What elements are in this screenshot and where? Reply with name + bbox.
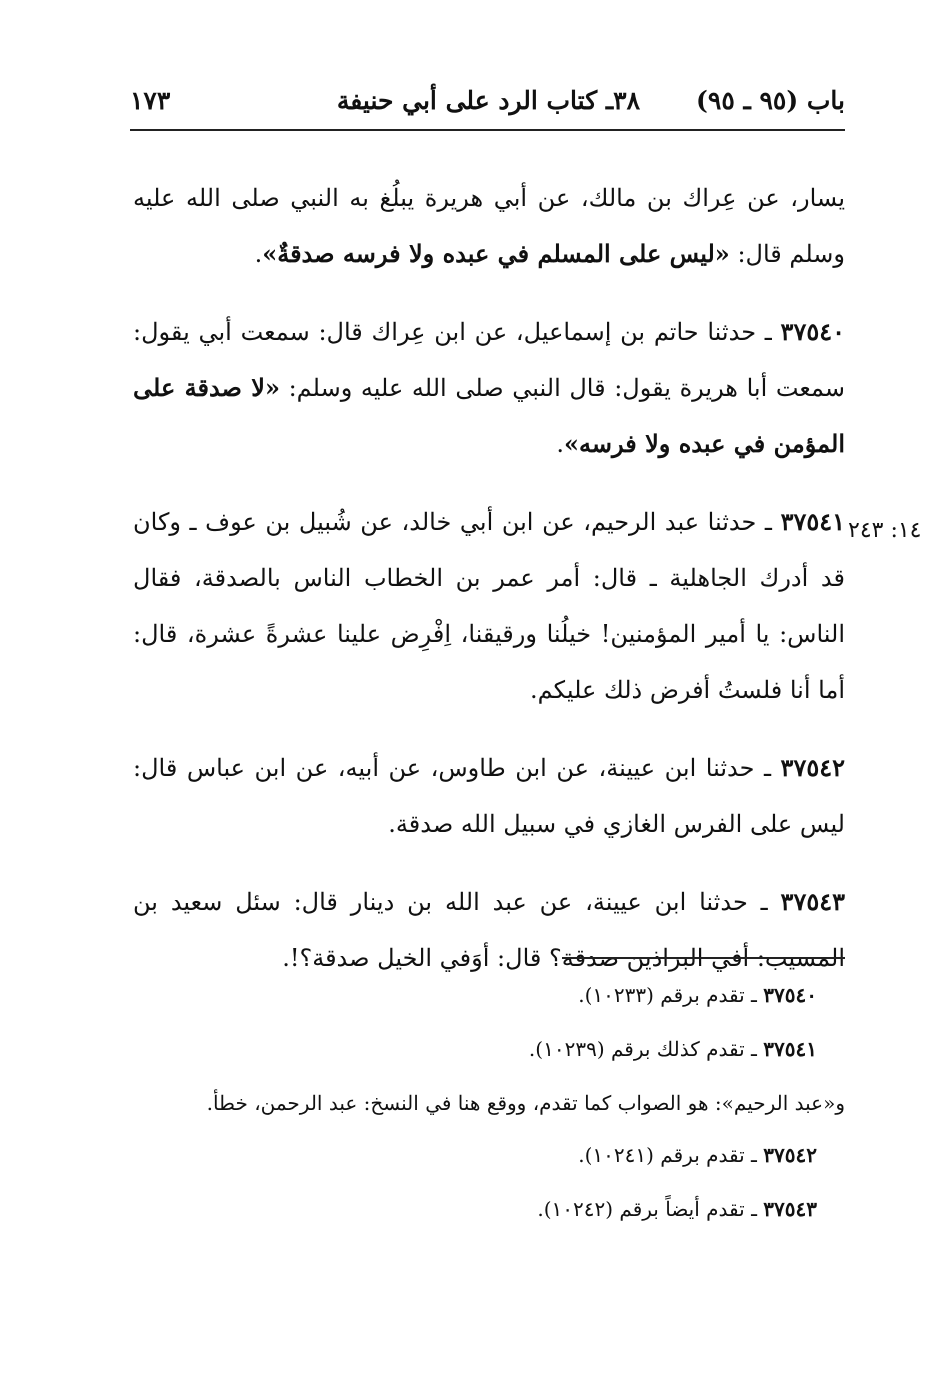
paragraph-text: ـ حدثنا ابن عيينة، عن ابن طاوس، عن أبيه، عن ابن عباس قال: ليس على الفرس الغازي في سبيل الله صدقة. <box>133 754 845 838</box>
footnote <box>133 978 845 1012</box>
footnotes <box>133 978 845 1246</box>
hadith-entry <box>133 304 845 472</box>
footnote-number: ٣٧٥٤٣ <box>763 1197 817 1221</box>
hadith-number: ٣٧٥٤٢ <box>780 753 845 782</box>
hadith-entry <box>133 874 845 986</box>
footnote-text: ـ تقدم كذلك برقم (١٠٢٣٩). <box>528 1037 764 1061</box>
footnote-text: ـ تقدم برقم (١٠٢٤١). <box>578 1143 764 1167</box>
hadith-quote: «ليس على المسلم في عبده ولا فرسه صدقةٌ» <box>262 239 730 268</box>
hadith-number: ٣٧٥٤١ <box>780 507 846 536</box>
paragraph-text: يسار، عن عِراك بن مالك، عن أبي هريرة يبلُغ به النبي صلى الله عليه وسلم قال: <box>133 184 845 268</box>
page-number: ١٧٣ <box>130 86 171 115</box>
hadith-entry <box>133 740 845 852</box>
margin-reference: ١٤: ٢٤٣ <box>848 518 922 543</box>
paragraph-end: . <box>556 430 565 458</box>
footnote-comment <box>133 1086 845 1120</box>
footnote-number: ٣٧٥٤٢ <box>763 1143 817 1167</box>
hadith-number: ٣٧٥٤٣ <box>780 887 845 916</box>
chapter-title: ٣٨ـ كتاب الرد على أبي حنيفة <box>336 86 640 115</box>
footnote-text: و«عبد الرحيم»: هو الصواب كما تقدم، ووقع هنا في النسخ: عبد الرحمن، خطأ. <box>206 1091 845 1115</box>
paragraph-text: ـ حدثنا حاتم بن إسماعيل، عن ابن عِراك قال: سمعت أبي يقول: سمعت أبا هريرة يقول: قال النبي صلى الله عليه وسلم: <box>133 318 845 402</box>
hadith-number: ٣٧٥٤٠ <box>780 317 845 346</box>
paragraph-text: ـ حدثنا عبد الرحيم، عن ابن أبي خالد، عن شُبيل بن عوف ـ وكان قد أدرك الجاهلية ـ قال: أمر عمر بن الخطاب الناس بالصدقة، فقال الناس: يا أمير المؤمنين! خيلُنا ورقيقنا، اِفْرِض علينا عشرةً عشرة، قال: أما أنا فلستُ أفرض ذلك عليكم. <box>133 508 845 704</box>
main-text <box>133 170 845 1008</box>
paragraph-end: . <box>254 240 263 268</box>
paragraph-text: ـ حدثنا ابن عيينة، عن عبد الله بن دينار قال: سئل سعيد بن المسيب: أفي البراذين صدقة؟ قال: أوَفي الخيل صدقة؟!. <box>133 888 845 972</box>
header-rule <box>130 129 845 131</box>
footnote-text: ـ تقدم برقم (١٠٢٣٣). <box>578 983 764 1007</box>
hadith-entry <box>133 494 845 718</box>
footnote-rule <box>562 957 845 959</box>
paragraph-continuation <box>133 170 845 282</box>
footnote-number: ٣٧٥٤١ <box>763 1037 817 1061</box>
footnote <box>133 1032 845 1066</box>
section-heading: باب (٩٥ ـ ٩٥) <box>696 86 845 115</box>
running-head <box>130 82 845 122</box>
footnote <box>133 1138 845 1172</box>
footnote-number: ٣٧٥٤٠ <box>763 983 817 1007</box>
footnote <box>133 1192 845 1226</box>
hadith-quote: «لا صدقة على المؤمن في عبده ولا فرسه» <box>133 373 845 458</box>
footnote-text: ـ تقدم أيضاً برقم (١٠٢٤٢). <box>537 1197 764 1221</box>
